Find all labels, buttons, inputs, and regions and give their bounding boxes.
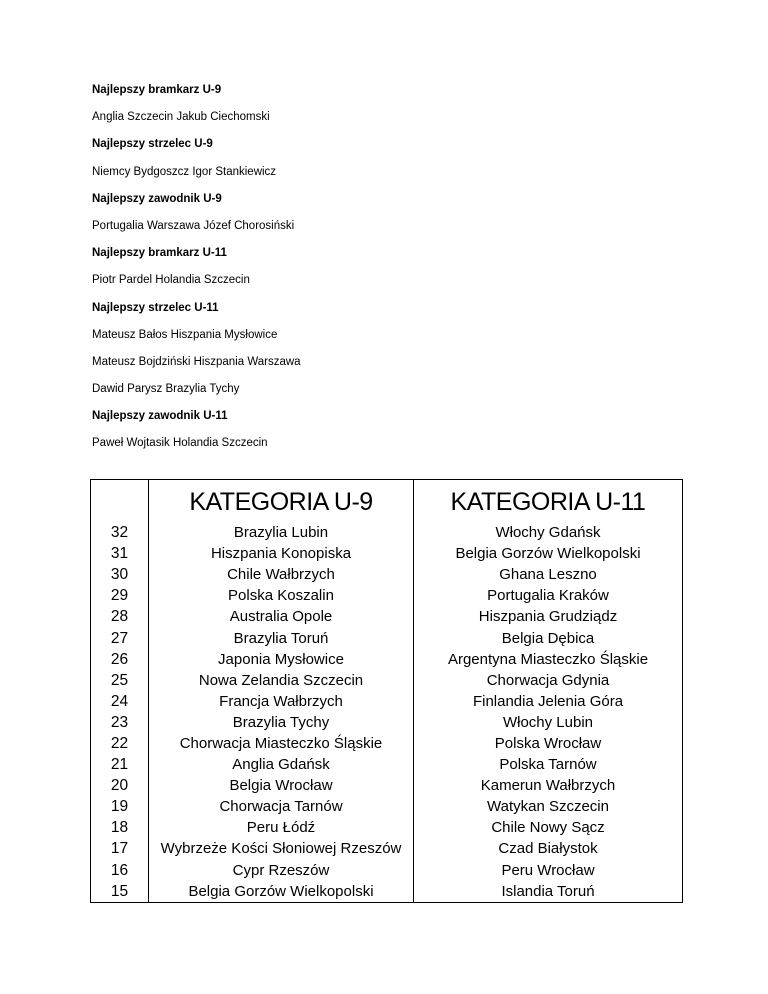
u9-team-cell: Japonia Mysłowice: [149, 649, 414, 670]
rank-cell: 32: [91, 522, 149, 543]
rank-cell: 22: [91, 733, 149, 754]
table-row: [91, 649, 683, 670]
table-row: [91, 712, 683, 733]
u11-team-cell: Watykan Szczecin: [414, 796, 683, 817]
u9-team-cell: Anglia Gdańsk: [149, 754, 414, 775]
u9-team-cell: Chile Wałbrzych: [149, 564, 414, 585]
u11-team-cell: Portugalia Kraków: [414, 585, 683, 606]
u11-team-cell: Argentyna Miasteczko Śląskie: [414, 649, 683, 670]
rank-cell: 28: [91, 606, 149, 627]
u11-category-header: KATEGORIA U-11: [414, 480, 683, 523]
u9-team-cell: Chorwacja Tarnów: [149, 796, 414, 817]
u11-team-cell: Czad Białystok: [414, 838, 683, 859]
u11-team-cell: Hiszpania Grudziądz: [414, 606, 683, 627]
award-heading: Najlepszy bramkarz U-11: [92, 247, 227, 260]
u9-team-cell: Brazylia Lubin: [149, 522, 414, 543]
award-winner: Dawid Parysz Brazylia Tychy: [92, 383, 240, 396]
rank-cell: 20: [91, 775, 149, 796]
award-winner: Paweł Wojtasik Holandia Szczecin: [92, 437, 268, 450]
u9-team-cell: Chorwacja Miasteczko Śląskie: [149, 733, 414, 754]
u9-team-cell: Hiszpania Konopiska: [149, 543, 414, 564]
u9-team-cell: Australia Opole: [149, 606, 414, 627]
table-row: [91, 543, 683, 564]
table-row: [91, 860, 683, 881]
rank-cell: 19: [91, 796, 149, 817]
rank-cell: 18: [91, 817, 149, 838]
award-winner: Piotr Pardel Holandia Szczecin: [92, 274, 250, 287]
table-row: [91, 754, 683, 775]
u11-team-cell: Belgia Dębica: [414, 627, 683, 648]
award-winner: Niemcy Bydgoszcz Igor Stankiewicz: [92, 165, 277, 178]
award-heading: Najlepszy zawodnik U-9: [92, 192, 222, 205]
u9-team-cell: Peru Łódź: [149, 817, 414, 838]
u11-team-cell: Finlandia Jelenia Góra: [414, 691, 683, 712]
results-table: [90, 479, 683, 903]
table-header-row: [91, 480, 683, 523]
rank-header: [91, 480, 149, 523]
u9-team-cell: Brazylia Toruń: [149, 627, 414, 648]
table-row: [91, 817, 683, 838]
rank-cell: 15: [91, 881, 149, 903]
u11-team-cell: Ghana Leszno: [414, 564, 683, 585]
table-row: [91, 775, 683, 796]
awards-list: [92, 83, 692, 464]
u11-team-cell: Chile Nowy Sącz: [414, 817, 683, 838]
rank-cell: 24: [91, 691, 149, 712]
u9-team-cell: Belgia Wrocław: [149, 775, 414, 796]
u9-team-cell: Belgia Gorzów Wielkopolski: [149, 881, 414, 903]
award-winner: Anglia Szczecin Jakub Ciechomski: [92, 111, 270, 124]
table-row: [91, 627, 683, 648]
u9-team-cell: Cypr Rzeszów: [149, 860, 414, 881]
u11-team-cell: Chorwacja Gdynia: [414, 670, 683, 691]
u11-team-cell: Polska Wrocław: [414, 733, 683, 754]
rank-cell: 21: [91, 754, 149, 775]
rank-cell: 17: [91, 838, 149, 859]
u11-team-cell: Polska Tarnów: [414, 754, 683, 775]
u9-team-cell: Francja Wałbrzych: [149, 691, 414, 712]
u9-team-cell: Nowa Zelandia Szczecin: [149, 670, 414, 691]
u11-team-cell: Kamerun Wałbrzych: [414, 775, 683, 796]
u11-team-cell: Islandia Toruń: [414, 881, 683, 903]
table-row: [91, 838, 683, 859]
rank-cell: 31: [91, 543, 149, 564]
rank-cell: 29: [91, 585, 149, 606]
rank-cell: 30: [91, 564, 149, 585]
u9-team-cell: Polska Koszalin: [149, 585, 414, 606]
table-row: [91, 733, 683, 754]
u9-team-cell: Wybrzeże Kości Słoniowej Rzeszów: [149, 838, 414, 859]
table-row: [91, 606, 683, 627]
award-winner: Portugalia Warszawa Józef Chorosiński: [92, 219, 295, 232]
rank-cell: 27: [91, 627, 149, 648]
award-heading: Najlepszy strzelec U-11: [92, 301, 219, 314]
table-row: [91, 585, 683, 606]
u9-category-header: KATEGORIA U-9: [149, 480, 414, 523]
award-heading: Najlepszy zawodnik U-11: [92, 410, 228, 423]
award-winner: Mateusz Bojdziński Hiszpania Warszawa: [92, 355, 301, 368]
table-row: [91, 522, 683, 543]
u9-team-cell: Brazylia Tychy: [149, 712, 414, 733]
award-heading: Najlepszy bramkarz U-9: [92, 84, 222, 96]
u11-team-cell: Włochy Lubin: [414, 712, 683, 733]
rank-cell: 23: [91, 712, 149, 733]
rank-cell: 26: [91, 649, 149, 670]
table-row: [91, 691, 683, 712]
rank-cell: 16: [91, 860, 149, 881]
table-row: [91, 881, 683, 903]
rank-cell: 25: [91, 670, 149, 691]
award-winner: Mateusz Bałos Hiszpania Mysłowice: [92, 328, 278, 341]
u11-team-cell: Włochy Gdańsk: [414, 522, 683, 543]
award-heading: Najlepszy strzelec U-9: [92, 138, 213, 151]
table-row: [91, 564, 683, 585]
u11-team-cell: Belgia Gorzów Wielkopolski: [414, 543, 683, 564]
table-row: [91, 670, 683, 691]
u11-team-cell: Peru Wrocław: [414, 860, 683, 881]
table-row: [91, 796, 683, 817]
